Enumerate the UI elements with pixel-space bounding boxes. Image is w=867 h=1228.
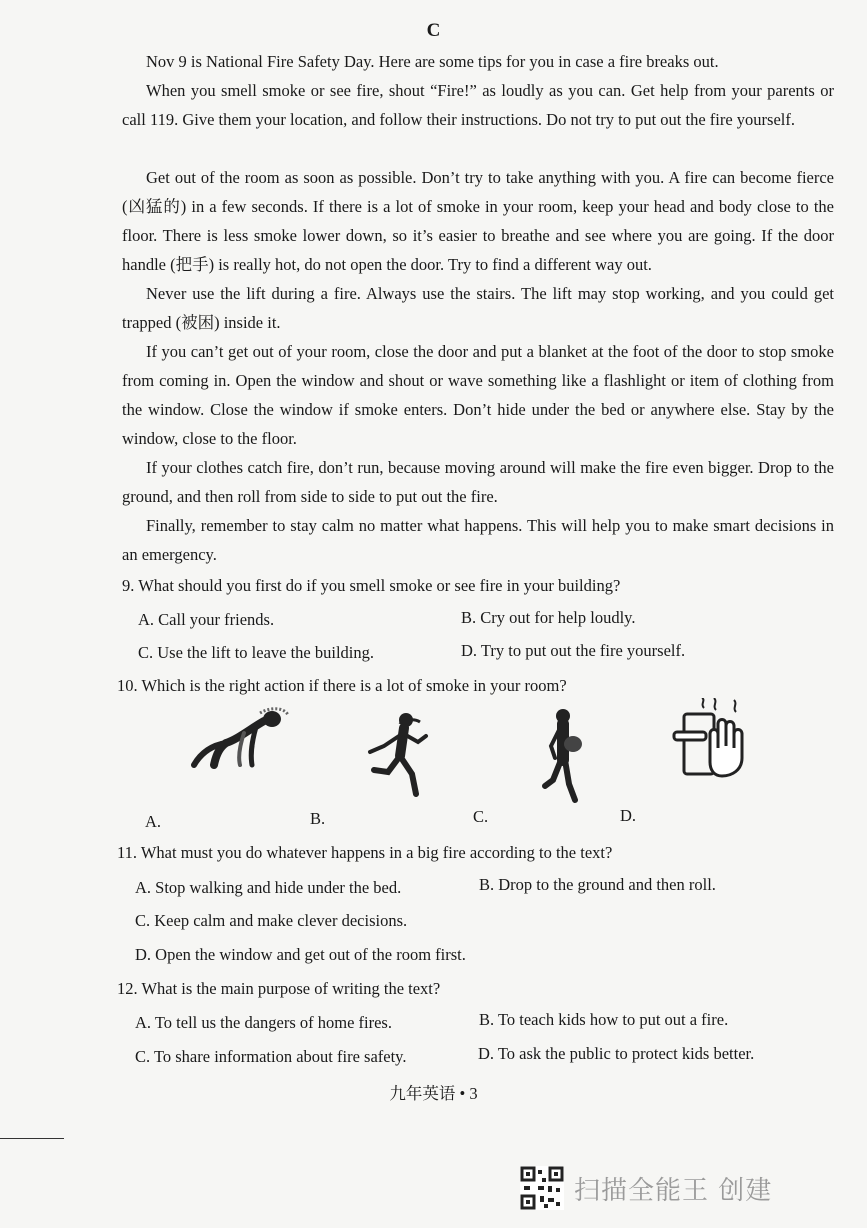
question-9-option-d[interactable]: D. Try to put out the fire yourself.	[461, 641, 686, 660]
question-11-stem: 11. What must you do whatever happens in a big fire according to the text?	[117, 843, 613, 862]
page-footer: 九年英语 • 3	[389, 1084, 478, 1103]
question-9-stem: 9. What should you first do if you smell smoke or see fire in your building?	[122, 576, 621, 595]
passage-paragraph-6: If your clothes catch fire, don’t run, because moving around will make the fire even bigger. Drop to the ground, and then roll from side to side to put out the fire.	[122, 458, 834, 506]
footer-rule	[0, 1138, 64, 1139]
question-10-option-b[interactable]: B.	[310, 809, 326, 828]
question-10-option-c[interactable]: C.	[473, 807, 489, 826]
passage-paragraph-1: Nov 9 is National Fire Safety Day. Here are some tips for you in case a fire breaks out.	[146, 52, 719, 71]
question-12-option-a[interactable]: A. To tell us the dangers of home fires.	[135, 1013, 392, 1032]
running-person-picture[interactable]	[360, 710, 440, 800]
question-9-option-a[interactable]: A. Call your friends.	[138, 610, 275, 629]
passage-paragraph-4: Never use the lift during a fire. Always use the stairs. The lift may stop working, and you could get trapped (被困) inside it.	[122, 284, 834, 332]
passage-paragraph-3: Get out of the room as soon as possible. Don’t try to take anything with you. A fire can become fierce (凶猛的) in a few seconds. If there is a lot of smoke in your room, keep your head and body close to the floor. There is less smoke lower down, so it’s easier to breathe and see where you are going. If the door handle (把手) is really hot, do not open the door. Try to find a different way out.	[122, 168, 834, 274]
walking-person-picture[interactable]	[535, 706, 595, 806]
question-9-option-b[interactable]: B. Cry out for help loudly.	[461, 608, 636, 627]
passage-paragraph-7: Finally, remember to stay calm no matter what happens. This will help you to make smart decisions in an emergency.	[122, 516, 834, 564]
question-11-option-d[interactable]: D. Open the window and get out of the room first.	[135, 945, 466, 964]
question-10-option-d[interactable]: D.	[620, 806, 637, 825]
question-12-option-b[interactable]: B. To teach kids how to put out a fire.	[479, 1010, 729, 1029]
passage-paragraph-5: If you can’t get out of your room, close the door and put a blanket at the foot of the door to stop smoke from coming in. Open the window and shout or wave something like a flashlight or item of clothing from the window. Close the window if smoke enters. Don’t hide under the bed or anywhere else. Stay by the window, close to the floor.	[122, 342, 834, 448]
door-handle-hand-picture[interactable]	[670, 698, 752, 780]
section-letter: C	[426, 20, 441, 41]
crawling-person-picture[interactable]	[180, 703, 292, 775]
question-11-option-a[interactable]: A. Stop walking and hide under the bed.	[135, 878, 402, 897]
question-12-option-d[interactable]: D. To ask the public to protect kids better.	[478, 1044, 755, 1063]
scanner-watermark: 扫描全能王 创建	[574, 1176, 773, 1206]
qr-code-icon	[520, 1166, 564, 1210]
question-12-option-c[interactable]: C. To share information about fire safety.	[135, 1047, 407, 1066]
question-11-option-c[interactable]: C. Keep calm and make clever decisions.	[135, 911, 408, 930]
question-10-stem: 10. Which is the right action if there is a lot of smoke in your room?	[117, 676, 567, 695]
question-10-option-a[interactable]: A.	[145, 812, 162, 831]
question-12-stem: 12. What is the main purpose of writing the text?	[117, 979, 441, 998]
passage-paragraph-2: When you smell smoke or see fire, shout “Fire!” as loudly as you can. Get help from your parents or call 119. Give them your location, and follow their instructions. Do not try to put out the fire yourself.	[122, 81, 834, 129]
question-11-option-b[interactable]: B. Drop to the ground and then roll.	[479, 875, 716, 894]
question-9-option-c[interactable]: C. Use the lift to leave the building.	[138, 643, 374, 662]
